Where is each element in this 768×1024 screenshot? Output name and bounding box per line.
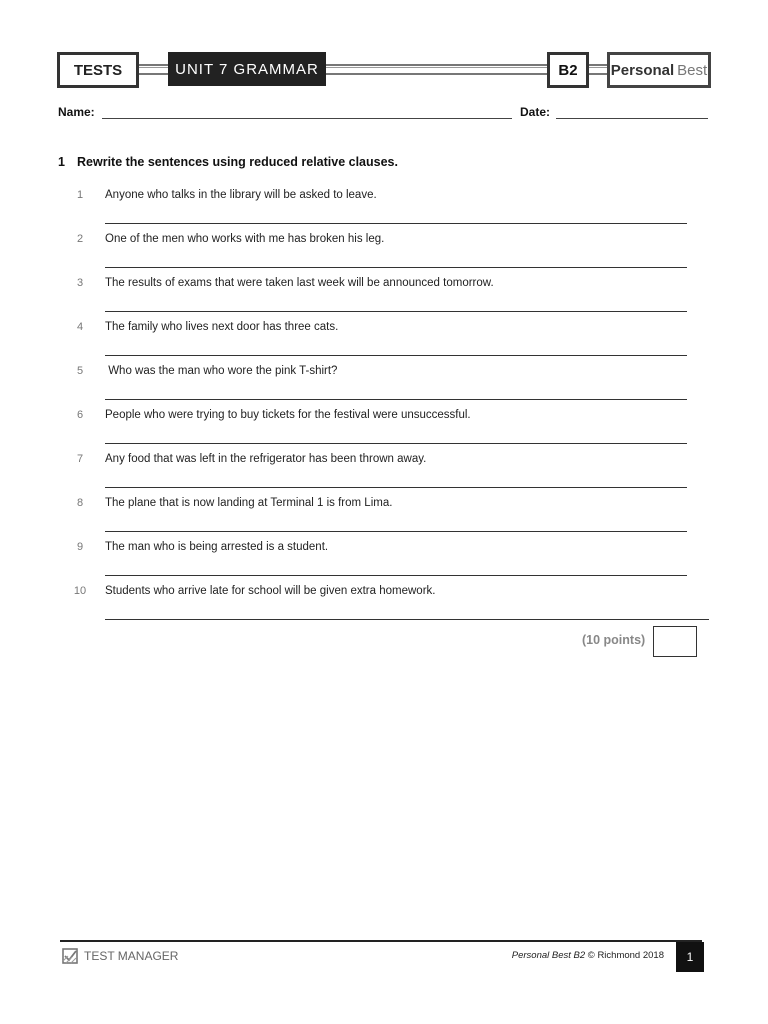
item-number: 8 — [76, 497, 84, 509]
item-number: 5 — [76, 365, 84, 377]
exercise-items — [70, 186, 710, 626]
brand-best: Best — [677, 61, 708, 79]
item-sentence: Any food that was left in the refrigerator has been thrown away. — [105, 453, 427, 465]
item-number: 6 — [76, 409, 84, 421]
exercise-item — [70, 362, 710, 406]
brand-personal: Personal — [610, 61, 675, 79]
book-title: Personal Best B2 — [511, 950, 586, 961]
copyright — [470, 950, 664, 961]
answer-line[interactable] — [105, 531, 687, 532]
level-badge: B2 — [547, 52, 589, 88]
exercise-number: 1 — [58, 155, 65, 169]
item-number: 9 — [76, 541, 84, 553]
answer-line[interactable] — [105, 487, 687, 488]
name-field[interactable] — [102, 118, 512, 119]
exercise-item — [70, 538, 710, 582]
header-divider — [325, 64, 549, 75]
copyright-text: © Richmond 2018 — [585, 950, 664, 961]
page-header — [57, 52, 711, 86]
answer-line[interactable] — [105, 311, 687, 312]
item-sentence: The man who is being arrested is a student. — [105, 541, 329, 553]
answer-line[interactable] — [105, 267, 687, 268]
item-number: 7 — [76, 453, 84, 465]
name-date-row — [58, 104, 710, 124]
exercise-instruction — [58, 155, 398, 169]
footer-divider — [60, 940, 702, 942]
date-field[interactable] — [556, 118, 708, 119]
item-number: 10 — [73, 585, 87, 597]
item-sentence: One of the men who works with me has broken his leg. — [105, 233, 385, 245]
exercise-item — [70, 582, 710, 626]
test-manager-icon — [62, 948, 78, 964]
item-sentence: Students who arrive late for school will be given extra homework. — [105, 585, 436, 597]
item-number: 1 — [76, 189, 84, 201]
item-sentence: Anyone who talks in the library will be asked to leave. — [105, 189, 377, 201]
name-label: Name: — [58, 105, 95, 119]
tests-label: TESTS — [57, 52, 139, 88]
instruction-text: Rewrite the sentences using reduced relative clauses. — [77, 155, 398, 169]
item-sentence: The results of exams that were taken last week will be announced tomorrow. — [105, 277, 494, 289]
exercise-item — [70, 406, 710, 450]
exercise-item — [70, 274, 710, 318]
test-manager-label: TEST MANAGER — [84, 949, 179, 963]
points-label: (10 points) — [582, 633, 646, 647]
answer-line[interactable] — [105, 619, 709, 620]
unit-title: UNIT 7 GRAMMAR — [168, 52, 326, 86]
exercise-item — [70, 230, 710, 274]
exercise-item — [70, 186, 710, 230]
answer-line[interactable] — [105, 223, 687, 224]
answer-line[interactable] — [105, 399, 687, 400]
answer-line[interactable] — [105, 575, 687, 576]
item-number: 3 — [76, 277, 84, 289]
page-number: 1 — [676, 942, 704, 972]
exercise-item — [70, 318, 710, 362]
exercise-item — [70, 494, 710, 538]
exercise-item — [70, 450, 710, 494]
item-number: 4 — [76, 321, 84, 333]
item-number: 2 — [76, 233, 84, 245]
item-sentence: The plane that is now landing at Terminal 1 is from Lima. — [105, 497, 393, 509]
date-label: Date: — [520, 105, 551, 119]
item-sentence: Who was the man who wore the pink T-shirt? — [105, 365, 338, 377]
item-sentence: People who were trying to buy tickets for the festival were unsuccessful. — [105, 409, 471, 421]
test-manager-logo — [62, 948, 178, 964]
score-box[interactable] — [653, 626, 697, 657]
item-sentence: The family who lives next door has three cats. — [105, 321, 339, 333]
brand-logo — [607, 52, 711, 88]
answer-line[interactable] — [105, 355, 687, 356]
answer-line[interactable] — [105, 443, 687, 444]
